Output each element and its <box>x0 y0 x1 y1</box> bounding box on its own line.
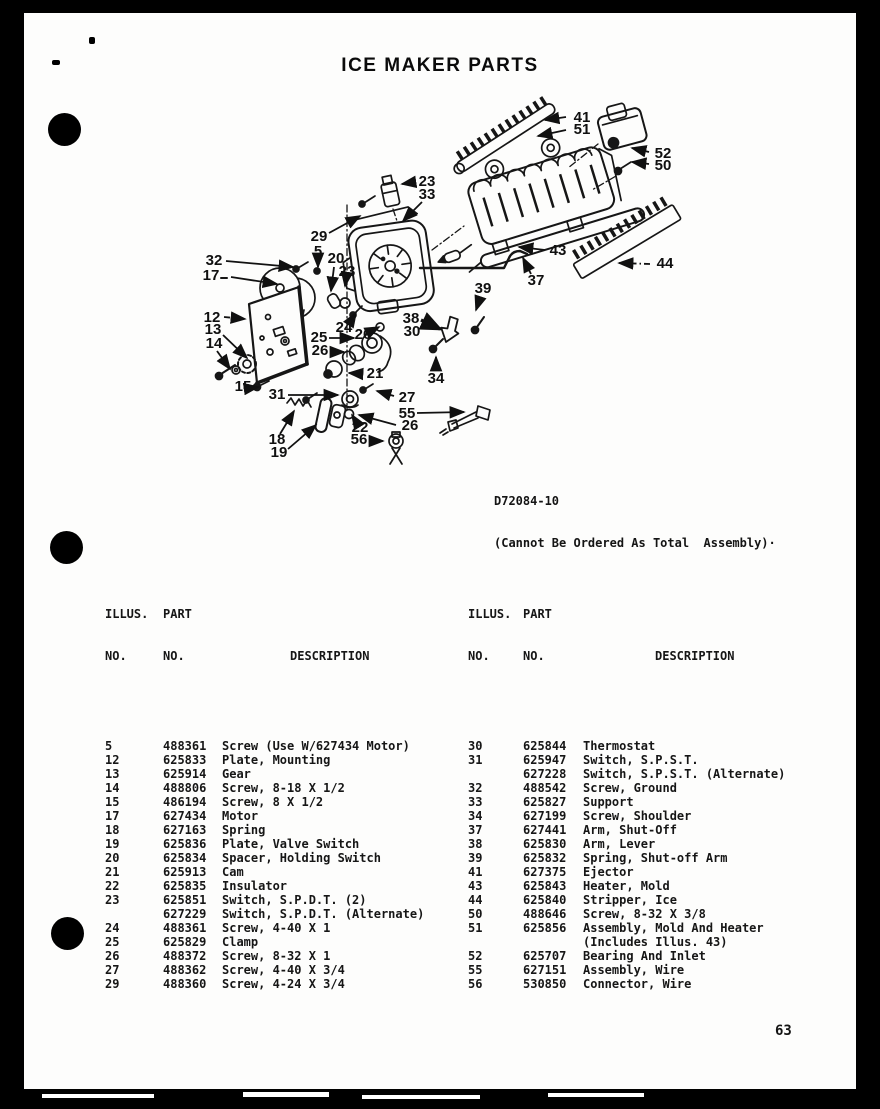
callout-label: 20 <box>327 250 345 267</box>
table-row <box>105 893 477 907</box>
part-no: 625827 <box>523 795 567 809</box>
table-row <box>468 893 848 907</box>
description: Ejector <box>583 865 634 879</box>
mounting-plate-part <box>249 287 307 383</box>
callout-arrow <box>223 335 247 358</box>
callout-arrow <box>421 320 440 329</box>
description: Switch, S.P.D.T. (2) <box>222 893 367 907</box>
description: Switch, S.P.D.T. (Alternate) <box>222 907 425 921</box>
callout-label: 26 <box>354 326 372 343</box>
part-no: 627228 <box>523 767 567 781</box>
illus-no: 18 <box>105 823 120 837</box>
description: Assembly, Wire <box>583 963 685 977</box>
table-body <box>468 739 848 991</box>
callout-label: 30 <box>403 323 421 340</box>
callout-arrow <box>403 202 422 221</box>
description: Screw, Ground <box>583 781 677 795</box>
part-no: 625833 <box>163 753 207 767</box>
illus-no: 39 <box>468 851 483 865</box>
description: Cam <box>222 865 244 879</box>
illus-no: 29 <box>105 977 120 991</box>
diagram-caption <box>494 466 776 564</box>
callout-arrow <box>288 425 316 449</box>
description: Screw, 4-40 X 3/4 <box>222 963 345 977</box>
callout-label: 34 <box>427 370 445 387</box>
table-header <box>468 579 848 691</box>
description: Stripper, Ice <box>583 893 677 907</box>
callout-label: 41 <box>573 109 591 126</box>
illus-no: 25 <box>105 935 120 949</box>
illus-no: 27 <box>105 963 120 977</box>
table-row <box>105 851 477 865</box>
part-no: 625844 <box>523 739 567 753</box>
callout-label: 52 <box>654 145 672 162</box>
illus-no: 15 <box>105 795 120 809</box>
table-body <box>105 739 477 991</box>
table-row <box>468 977 848 991</box>
part-no: 488542 <box>523 781 567 795</box>
description: Assembly, Mold And Heater <box>583 921 764 935</box>
illus-no: 12 <box>105 753 120 767</box>
table-row <box>105 865 477 879</box>
callout-label: 23 <box>338 263 356 280</box>
callout-label: 50 <box>654 157 672 174</box>
illus-no: 14 <box>105 781 120 795</box>
callout-arrow <box>224 317 245 319</box>
parts-table-left <box>105 551 477 1005</box>
illus-no: 13 <box>105 767 120 781</box>
callout-arrow <box>226 261 293 267</box>
illus-no: 20 <box>105 851 120 865</box>
table-row <box>105 949 477 963</box>
callout-arrow <box>519 247 545 250</box>
table-row <box>468 809 848 823</box>
illus-no: 51 <box>468 921 483 935</box>
illus-no: 5 <box>105 739 113 753</box>
illus-header: ILLUS. <box>468 607 512 621</box>
illus-no: 31 <box>468 753 483 767</box>
description: Spring, Shut-off Arm <box>583 851 728 865</box>
bearing-inlet-part <box>595 99 648 151</box>
wire-assembly-part <box>440 406 490 435</box>
illus-no: 33 <box>468 795 483 809</box>
part-no: 625851 <box>163 893 207 907</box>
part-no: 625834 <box>163 851 207 865</box>
description: Connector, Wire <box>583 977 692 991</box>
callout-label: 26 <box>401 417 419 434</box>
description: Gear <box>222 767 251 781</box>
callout-arrow <box>476 298 480 310</box>
callout-arrow <box>538 130 566 136</box>
part-no: 488362 <box>163 963 207 977</box>
callout-arrow <box>345 279 346 286</box>
callout-label: 43 <box>549 242 567 259</box>
callout-label: 25 <box>310 329 328 346</box>
wire-connector-part <box>389 432 403 464</box>
callout-label: 39 <box>474 280 492 297</box>
description: Clamp <box>222 935 259 949</box>
callout-label: 29 <box>310 228 328 245</box>
fill-tube-part <box>437 245 475 266</box>
callout-arrow <box>217 351 230 369</box>
description: Plate, Valve Switch <box>222 837 360 851</box>
callout-arrow <box>619 263 650 264</box>
valve-switch-plate-part <box>315 397 347 433</box>
illus-no: 52 <box>468 949 483 963</box>
description-header: DESCRIPTION <box>290 649 370 663</box>
description: Motor <box>222 809 259 823</box>
illus-no-header: NO. <box>468 649 490 663</box>
part-no: 625836 <box>163 837 207 851</box>
table-row <box>105 753 477 767</box>
table-row <box>468 907 848 921</box>
callout-label: 22 <box>351 419 369 436</box>
part-no: 625856 <box>523 921 567 935</box>
table-row <box>105 767 477 781</box>
part-no: 488360 <box>163 977 207 991</box>
illus-no: 55 <box>468 963 483 977</box>
table-row <box>468 921 848 935</box>
part-no: 627199 <box>523 809 567 823</box>
table-row <box>468 795 848 809</box>
description: Plate, Mounting <box>222 753 331 767</box>
table-row <box>468 823 848 837</box>
table-row <box>105 823 477 837</box>
description: Bearing And Inlet <box>583 949 706 963</box>
part-no: 625832 <box>523 851 567 865</box>
scan-artifact <box>42 1094 154 1098</box>
illus-no: 30 <box>468 739 483 753</box>
callout-label: 37 <box>527 272 545 289</box>
table-row <box>468 949 848 963</box>
part-header: PART <box>163 607 192 621</box>
part-no: 625829 <box>163 935 207 949</box>
table-row <box>105 977 477 991</box>
part-no: 488372 <box>163 949 207 963</box>
callout-label: 56 <box>350 431 368 448</box>
illus-no: 34 <box>468 809 483 823</box>
part-no: 488361 <box>163 739 207 753</box>
callout-label: 21 <box>366 365 384 382</box>
table-row <box>468 865 848 879</box>
callout-label: 51 <box>573 121 591 138</box>
callout-arrow <box>632 162 649 164</box>
screw-50-part <box>615 162 632 175</box>
illus-no: 23 <box>105 893 120 907</box>
callout-label: 12 <box>203 309 221 326</box>
illus-no: 41 <box>468 865 483 879</box>
callout-arrow <box>251 387 258 388</box>
part-no-header: NO. <box>163 649 185 663</box>
illus-no: 56 <box>468 977 483 991</box>
callout-arrow <box>402 182 415 184</box>
table-row <box>105 963 477 977</box>
description: Support <box>583 795 634 809</box>
table-row <box>468 879 848 893</box>
part-no: 530850 <box>523 977 567 991</box>
callout-label: 5 <box>313 243 323 260</box>
table-row <box>468 837 848 851</box>
support-housing-part <box>337 205 436 318</box>
part-no: 627163 <box>163 823 207 837</box>
illus-no: 43 <box>468 879 483 893</box>
table-row <box>105 809 477 823</box>
table-row <box>468 781 848 795</box>
table-row <box>105 935 477 949</box>
description: Arm, Lever <box>583 837 656 851</box>
part-no: 486194 <box>163 795 207 809</box>
description: Heater, Mold <box>583 879 670 893</box>
table-row <box>105 907 477 921</box>
diagram-note: (Cannot Be Ordered As Total Assembly)· <box>494 536 776 550</box>
callout-label: 31 <box>268 386 286 403</box>
callout-arrow <box>349 373 363 374</box>
callout-label: 18 <box>268 431 286 448</box>
part-no: 488361 <box>163 921 207 935</box>
table-row <box>468 851 848 865</box>
callout-arrow <box>377 391 394 396</box>
illus-no: 37 <box>468 823 483 837</box>
illus-header: ILLUS. <box>105 607 149 621</box>
table-row <box>105 795 477 809</box>
description-header: DESCRIPTION <box>655 649 735 663</box>
illus-no <box>468 935 523 949</box>
callout-label: 15 <box>234 378 252 395</box>
page-title: ICE MAKER PARTS <box>341 55 539 76</box>
illus-no: 17 <box>105 809 120 823</box>
illus-no-header: NO. <box>105 649 127 663</box>
illus-no: 21 <box>105 865 120 879</box>
part-no: 625913 <box>163 865 207 879</box>
table-row <box>468 935 848 949</box>
part-no: 627375 <box>523 865 567 879</box>
callout-label: 17 <box>202 267 220 284</box>
illus-no: 24 <box>105 921 120 935</box>
callout-label: 55 <box>398 405 416 422</box>
illus-no: 19 <box>105 837 120 851</box>
callout-label: 32 <box>205 252 223 269</box>
diagram-id: D72084-10 <box>494 494 560 508</box>
scan-artifact <box>362 1095 480 1099</box>
ejector-part <box>449 98 557 176</box>
callout-label: 38 <box>402 310 420 327</box>
table-row <box>105 739 477 753</box>
part-no: 625843 <box>523 879 567 893</box>
callout-label: 27 <box>398 389 416 406</box>
lever-arm-part <box>441 317 458 342</box>
callout-arrow <box>331 267 334 291</box>
table-row <box>468 963 848 977</box>
description: Screw (Use W/627434 Motor) <box>222 739 410 753</box>
page-number: 63 <box>775 1023 792 1039</box>
description: Screw, 8 X 1/2 <box>222 795 324 809</box>
illus-no: 32 <box>468 781 483 795</box>
description: Switch, S.P.S.T. <box>583 753 699 767</box>
table-row <box>105 781 477 795</box>
illus-no <box>105 907 163 921</box>
part-header: PART <box>523 607 552 621</box>
callout-label: 14 <box>205 335 223 352</box>
part-no: 625707 <box>523 949 567 963</box>
callout-label: 44 <box>656 255 674 272</box>
illus-no: 50 <box>468 907 483 921</box>
illus-no: 26 <box>105 949 120 963</box>
part-no: 625947 <box>523 753 567 767</box>
description: Thermostat <box>583 739 656 753</box>
callout-arrow <box>417 412 464 413</box>
table-header <box>105 579 477 691</box>
callout-label: 24 <box>335 319 353 336</box>
callout-label: 26 <box>311 342 329 359</box>
part-no-header: NO. <box>523 649 545 663</box>
description: (Includes Illus. 43) <box>583 935 728 949</box>
part-no: 488806 <box>163 781 207 795</box>
part-no: 625840 <box>523 893 567 907</box>
table-row <box>105 879 477 893</box>
description: Screw, 4-40 X 1 <box>222 921 331 935</box>
scan-artifact <box>548 1093 644 1097</box>
illus-no: 22 <box>105 879 120 893</box>
illus-no: 44 <box>468 893 483 907</box>
table-row <box>468 739 848 753</box>
description: Screw, 8-32 X 1 <box>222 949 331 963</box>
callout-label: 13 <box>204 321 222 338</box>
part-no <box>523 935 583 949</box>
part-no: 627434 <box>163 809 207 823</box>
description: Spacer, Holding Switch <box>222 851 381 865</box>
scan-artifact <box>243 1092 329 1097</box>
illus-no: 38 <box>468 837 483 851</box>
description: Spring <box>222 823 266 837</box>
part-no: 625830 <box>523 837 567 851</box>
table-row <box>105 921 477 935</box>
part-no: 625914 <box>163 767 207 781</box>
part-no: 627229 <box>163 907 207 921</box>
callout-arrow <box>632 148 649 152</box>
callout-label: 33 <box>418 186 436 203</box>
callout-label: 19 <box>270 444 288 461</box>
description: Arm, Shut-Off <box>583 823 677 837</box>
illus-no <box>468 767 523 781</box>
description: Switch, S.P.S.T. (Alternate) <box>583 767 786 781</box>
table-row <box>468 767 848 781</box>
callout-label: 23 <box>418 173 436 190</box>
part-no: 627151 <box>523 963 567 977</box>
holding-switch-part <box>379 175 400 207</box>
description: Screw, 4-24 X 3/4 <box>222 977 345 991</box>
description: Screw, 8-32 X 3/8 <box>583 907 706 921</box>
part-no: 625835 <box>163 879 207 893</box>
description: Screw, Shoulder <box>583 809 692 823</box>
part-no: 488646 <box>523 907 567 921</box>
description: Insulator <box>222 879 288 893</box>
heater-part <box>466 207 646 273</box>
description: Screw, 8-18 X 1/2 <box>222 781 345 795</box>
part-no: 627441 <box>523 823 567 837</box>
parts-table-right <box>468 551 848 1005</box>
table-row <box>468 753 848 767</box>
table-row <box>105 837 477 851</box>
